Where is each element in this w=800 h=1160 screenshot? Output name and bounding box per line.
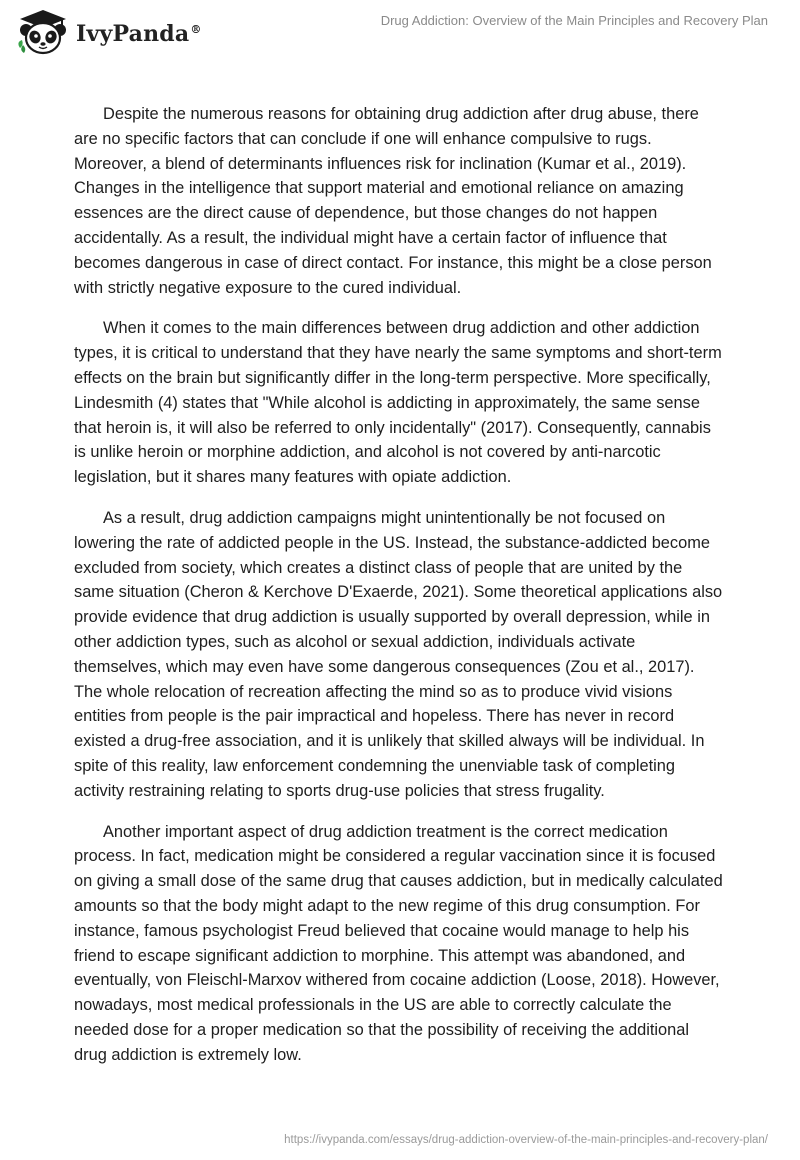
logo-wordmark [76, 21, 202, 47]
panda-graduation-icon [14, 8, 72, 56]
essay-body [74, 102, 724, 1083]
source-url[interactable]: https://ivypanda.com/essays/drug-addiction-overview-of-the-main-principles-and-recovery-plan/ [284, 1134, 768, 1146]
paragraph-1: Despite the numerous reasons for obtaining drug addiction after drug abuse, there are no specific factors that can conclude if one will enhance compulsive to rugs. Moreover, a blend of determinants influences risk for inclination (Kumar et al., 2019). Changes in the intelligence that support material and emotional reliance on amazing essences are the direct cause of dependence, but those changes do not happen accidentally. As a result, the individual might have a certain factor of influence that becomes dangerous in case of direct contact. For instance, this might be a close person with strictly negative exposure to the cured individual. [74, 105, 712, 297]
registered-mark: ® [190, 22, 202, 36]
logo-text: IvyPanda [76, 21, 190, 47]
ivypanda-logo[interactable] [14, 8, 202, 56]
paragraph-4: Another important aspect of drug addiction treatment is the correct medication process. In fact, medication might be considered a regular vaccination since it is focused on giving a small dose of the same drug that causes addiction, but in medically calculated amounts so that the body might adapt to the new regime of this drug consumption. For instance, famous psychologist Freud believed that cocaine would manage to help his friend to escape significant addiction to morphine. This attempt was abandoned, and eventually, von Fleischl-Marxov withered from cocaine addiction (Loose, 2018). However, nowadays, most medical professionals in the US are able to correctly calculate the needed dose for a proper medication so that the possibility of receiving the additional drug addiction is extremely low. [74, 822, 723, 1064]
paragraph-3: As a result, drug addiction campaigns might unintentionally be not focused on lowering the rate of addicted people in the US. Instead, the substance-addicted become excluded from society, which creates a distinct class of people that are united by the same situation (Cheron & Kerchove D'Exaerde, 2021). Some theoretical applications also provide evidence that drug addiction is usually supported by overall depression, while in other addiction types, such as alcohol or sexual addiction, individuals activate themselves, which may even have some dangerous consequences (Zou et al., 2017). The whole relocation of recreation affecting the mind so as to produce vivid visions entities from people is the pair impractical and hopeless. There has never in record existed a drug-free association, and it is unlikely that skilled always will be individual. In spite of this reality, law enforcement condemning the unenviable task of completing activity restraining relating to sports drug-use policies that stress frugality. [74, 508, 723, 800]
page-header [0, 0, 800, 70]
document-title: Drug Addiction: Overview of the Main Principles and Recovery Plan [380, 13, 768, 28]
paragraph-2: When it comes to the main differences between drug addiction and other addiction types, it is critical to understand that they have nearly the same symptoms and short-term effects on the brain but significantly differ in the long-term perspective. More specifically, Lindesmith (4) states that "While alcohol is addicting in approximately, the same sense that heroin is, it will also be referred to only incidentally" (2017). Consequently, cannabis is unlike heroin or morphine addiction, and alcohol is not covered by anti-narcotic legislation, but it shares many features with opiate addiction. [74, 319, 722, 487]
